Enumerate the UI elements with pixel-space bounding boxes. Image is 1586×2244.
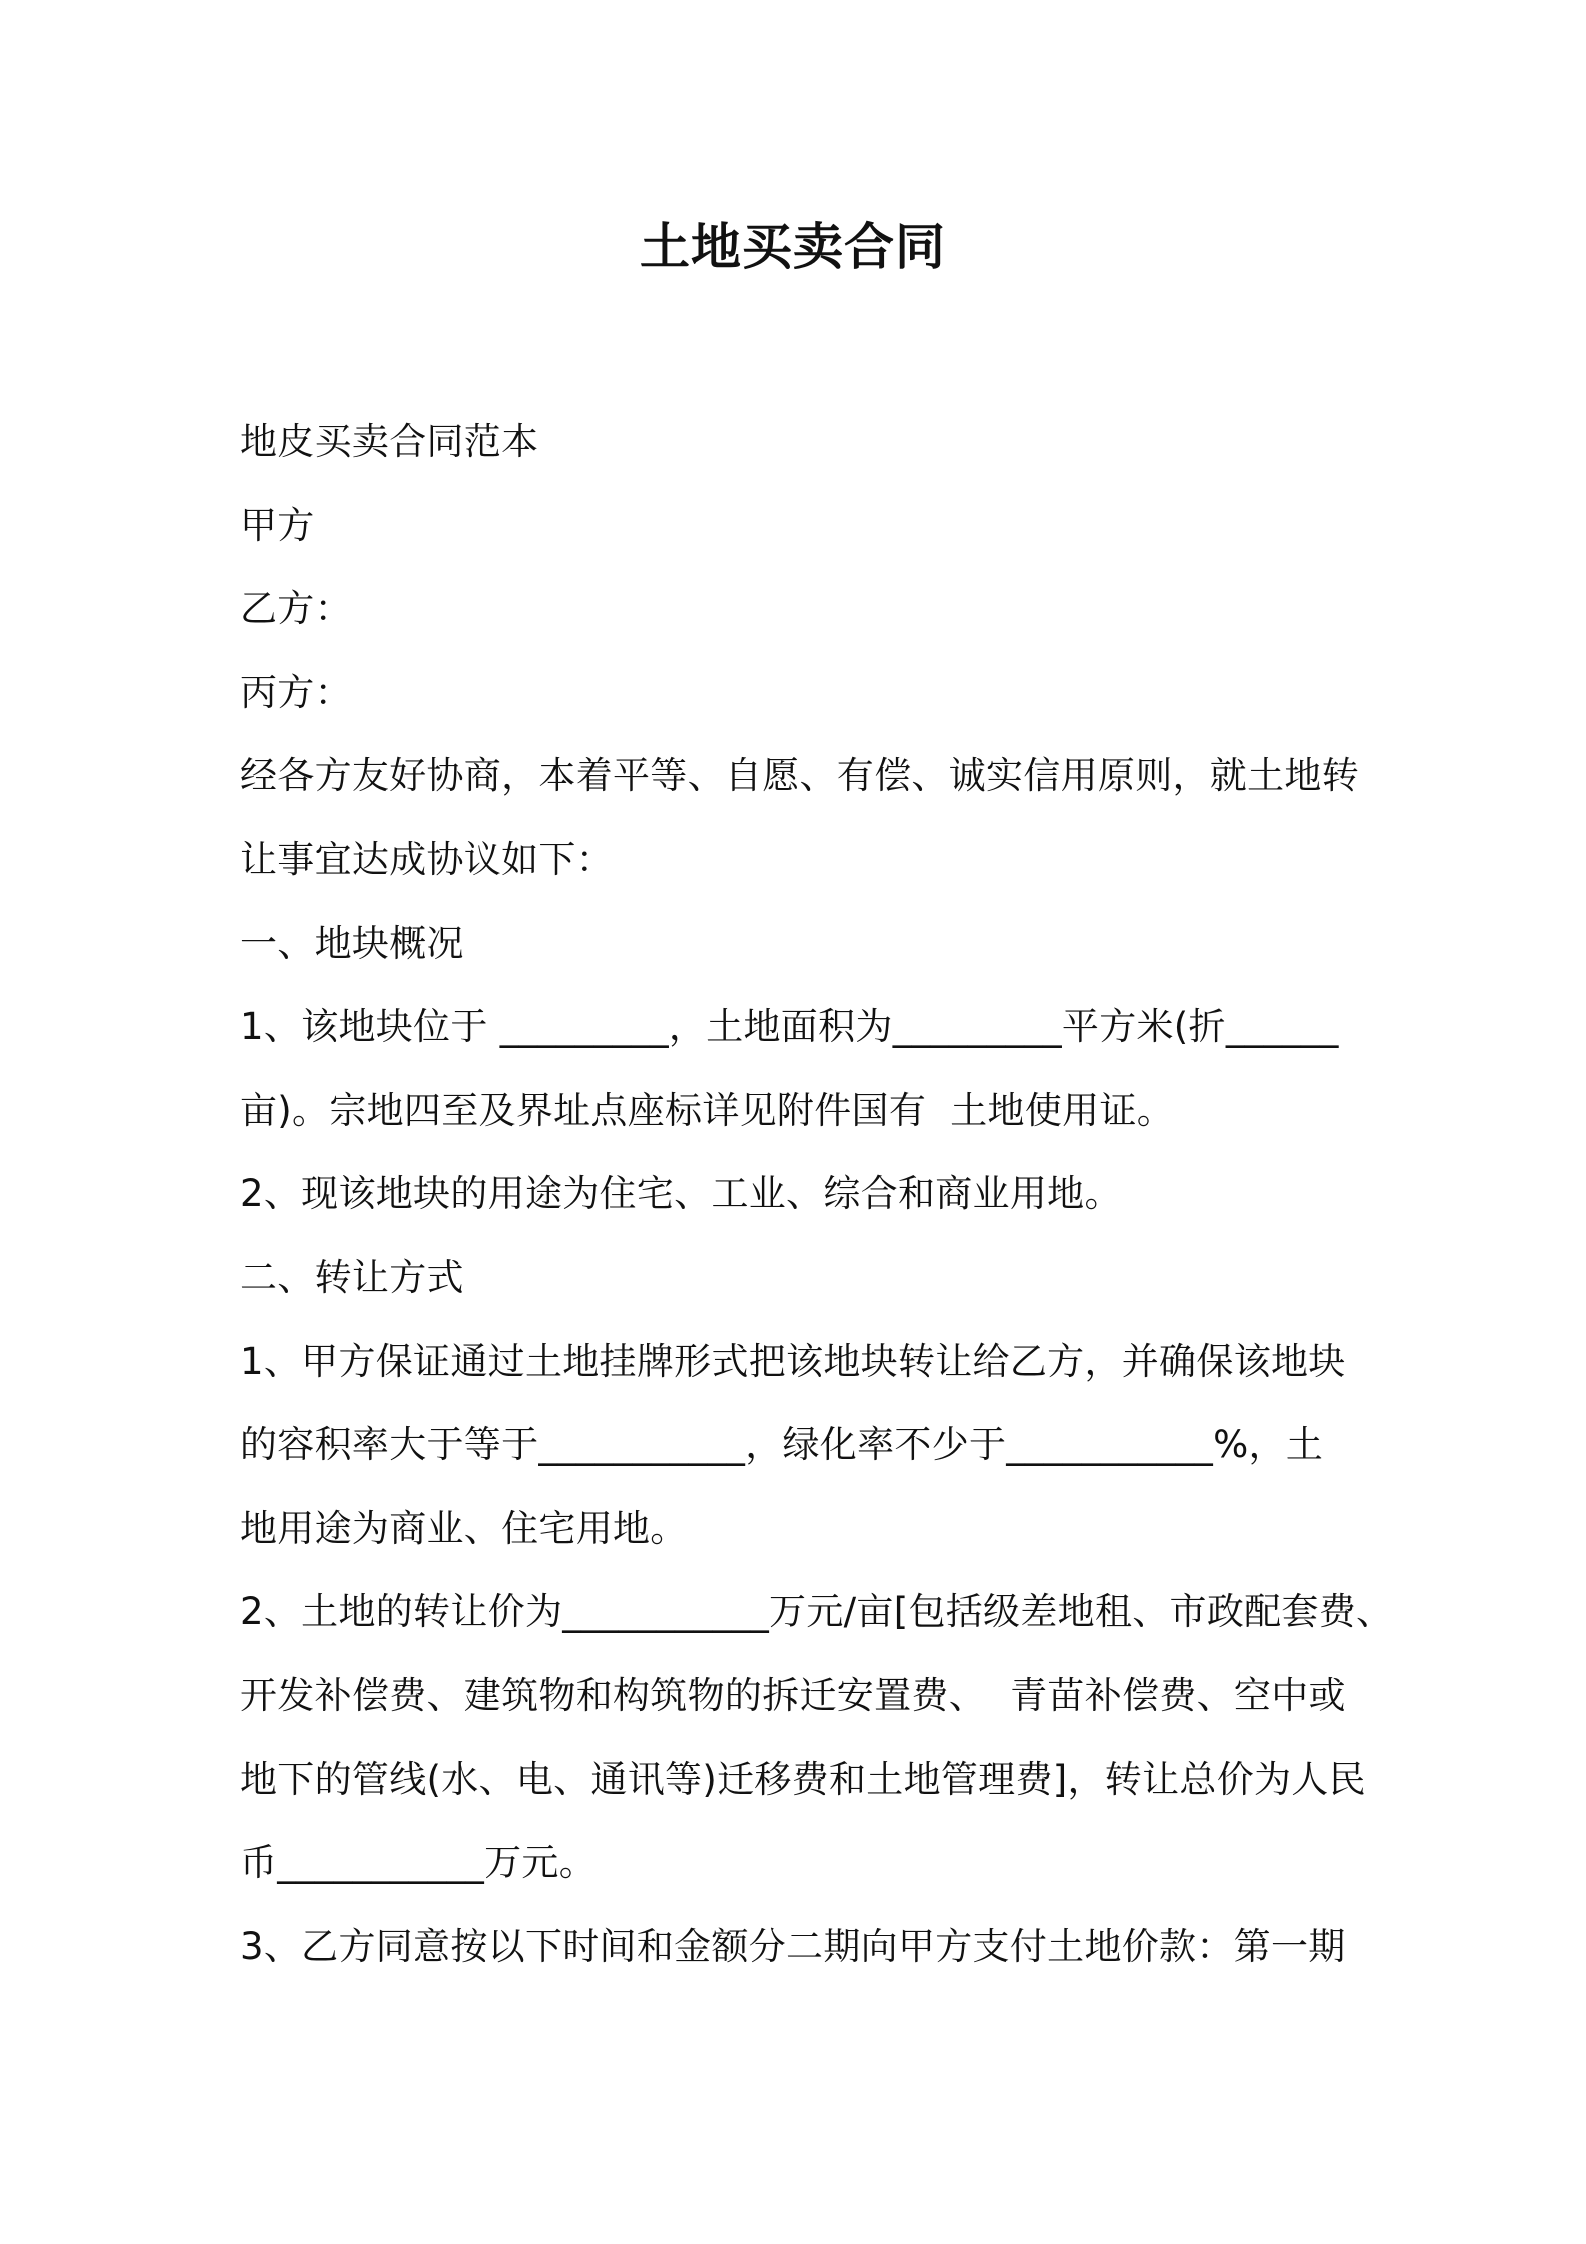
paragraph-line: 3、乙方同意按以下时间和金额分二期向甲方支付土地价款：第一期 — [240, 1924, 1346, 1968]
paragraph-line: 亩)。宗地四至及界址点座标详见附件国有 土地使用证。 — [240, 1088, 1175, 1132]
subtitle-line: 地皮买卖合同范本 — [240, 420, 539, 463]
paragraph-line: 币___________万元。 — [240, 1841, 596, 1885]
paragraph-line: 2、现该地块的用途为住宅、工业、综合和商业用地。 — [240, 1172, 1122, 1216]
paragraph-line: 2、土地的转让价为___________万元/亩[包括级差地租、市政配套费、 — [240, 1590, 1394, 1634]
paragraph-line: 地用途为商业、住宅用地。 — [240, 1506, 688, 1550]
section-heading: 一、地块概况 — [240, 921, 464, 965]
paragraph-line: 让事宜达成协议如下： — [240, 837, 613, 881]
document-title: 土地买卖合同 — [640, 218, 946, 276]
paragraph-line: 1、甲方保证通过土地挂牌形式把该地块转让给乙方，并确保该地块 — [240, 1339, 1346, 1383]
paragraph-line: 的容积率大于等于___________，绿化率不少于___________%，土 — [240, 1423, 1324, 1467]
party-a-line: 甲方 — [240, 503, 315, 547]
party-c-line: 丙方： — [240, 670, 352, 714]
party-b-line: 乙方： — [240, 587, 352, 631]
paragraph-line: 地下的管线(水、电、通讯等)迁移费和土地管理费]，转让总价为人民 — [240, 1757, 1366, 1801]
paragraph-line: 开发补偿费、建筑物和构筑物的拆迁安置费、 青苗补偿费、空中或 — [240, 1673, 1346, 1717]
paragraph-line: 经各方友好协商，本着平等、自愿、有偿、诚实信用原则，就土地转 — [240, 754, 1359, 798]
section-heading: 二、转让方式 — [240, 1255, 464, 1299]
document-body — [240, 400, 1394, 1988]
paragraph-line: 1、该地块位于 _________，土地面积为_________平方米(折______ — [240, 1005, 1339, 1049]
